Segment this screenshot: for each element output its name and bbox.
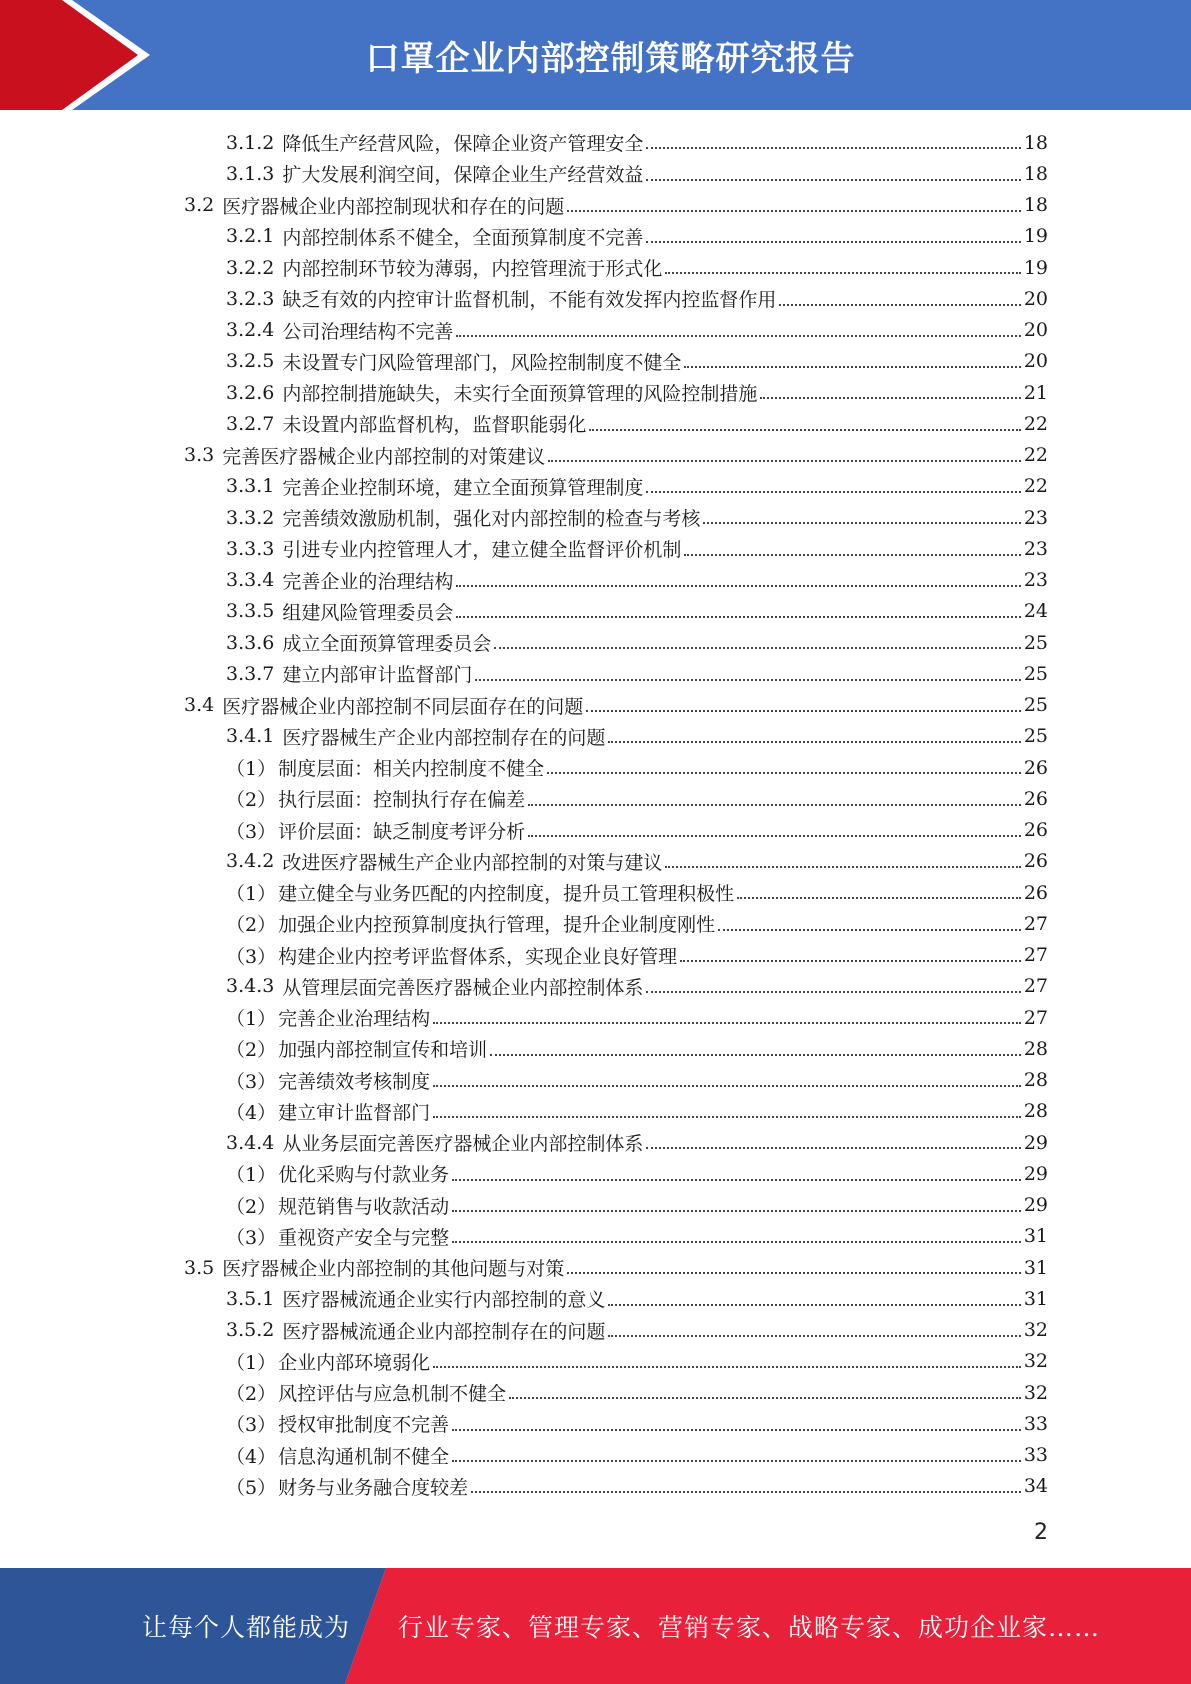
toc-entry-number: 3.2	[184, 194, 215, 217]
toc-dot-leader	[760, 378, 1020, 399]
toc-entry-title: 组建风险管理委员会	[282, 601, 454, 624]
toc-entry-page: 20	[1023, 287, 1048, 310]
toc-entry[interactable]	[184, 940, 1048, 971]
toc-entry-number: 3.5	[184, 1256, 215, 1279]
toc-entry-title: 企业内部环境弱化	[278, 1351, 431, 1374]
toc-entry-page: 22	[1023, 444, 1048, 467]
toc-entry[interactable]	[184, 440, 1048, 471]
toc-entry-title: 降低生产经营风险，保障企业资产管理安全	[282, 133, 644, 156]
toc-entry-number: 3.3.1	[226, 475, 275, 498]
toc-entry-page: 26	[1023, 756, 1048, 779]
toc-entry-page: 32	[1023, 1381, 1048, 1404]
toc-entry-number: （5）	[226, 1476, 277, 1499]
toc-entry-title: 建立内部审计监督部门	[282, 664, 473, 687]
toc-dot-leader	[509, 1378, 1021, 1399]
toc-entry-page: 23	[1023, 506, 1048, 529]
toc-entry-title: 扩大发展利润空间，保障企业生产经营效益	[282, 164, 644, 187]
toc-entry-page: 25	[1023, 631, 1048, 654]
toc-entry[interactable]	[184, 815, 1048, 846]
toc-entry[interactable]	[184, 1440, 1048, 1471]
toc-dot-leader	[665, 253, 1020, 274]
toc-entry[interactable]	[184, 1315, 1048, 1346]
toc-entry[interactable]	[184, 596, 1048, 627]
toc-entry-number: 3.2.1	[226, 225, 275, 248]
toc-dot-leader	[456, 316, 1020, 337]
toc-dot-leader	[646, 1128, 1020, 1149]
toc-entry[interactable]	[184, 1252, 1048, 1283]
toc-entry-page: 19	[1023, 256, 1048, 279]
page-header	[0, 0, 1191, 110]
toc-entry[interactable]	[184, 283, 1048, 314]
toc-entry-number: （1）	[226, 1351, 277, 1374]
toc-entry-number: （2）	[226, 1039, 277, 1062]
toc-entry-number: （3）	[226, 945, 277, 968]
toc-entry-number: 3.4.2	[226, 850, 275, 873]
toc-entry-title: 从管理层面完善医疗器械企业内部控制体系	[282, 976, 644, 999]
toc-dot-leader	[548, 441, 1021, 462]
toc-entry[interactable]	[184, 1283, 1048, 1314]
toc-entry-title: 完善医疗器械企业内部控制的对策建议	[222, 445, 546, 468]
page-number: 2	[1034, 1520, 1048, 1545]
toc-entry-number: （4）	[226, 1445, 277, 1468]
toc-entry-page: 23	[1023, 569, 1048, 592]
toc-entry-page: 34	[1023, 1475, 1048, 1498]
toc-entry-number: 3.3.5	[226, 600, 275, 623]
toc-entry-number: 3.4.1	[226, 725, 275, 748]
toc-entry-page: 29	[1023, 1194, 1048, 1217]
toc-entry-number: （3）	[226, 820, 277, 843]
toc-entry-number: （1）	[226, 883, 277, 906]
toc-entry[interactable]	[184, 1158, 1048, 1189]
toc-dot-leader	[608, 1285, 1020, 1306]
toc-entry-page: 32	[1023, 1350, 1048, 1373]
toc-entry[interactable]	[184, 1002, 1048, 1033]
toc-dot-leader	[452, 1410, 1021, 1431]
toc-entry-page: 22	[1023, 412, 1048, 435]
toc-entry-number: （2）	[226, 789, 277, 812]
toc-entry-title: 规范销售与收款活动	[278, 1195, 450, 1218]
toc-entry-number: （2）	[226, 1383, 277, 1406]
toc-entry-number: 3.2.5	[226, 350, 275, 373]
toc-entry-page: 31	[1023, 1287, 1048, 1310]
toc-entry[interactable]	[184, 783, 1048, 814]
toc-entry-title: 完善绩效激励机制，强化对内部控制的检查与考核	[282, 508, 701, 531]
toc-entry-title: 引进专业内控管理人才，建立健全监督评价机制	[282, 539, 682, 562]
toc-dot-leader	[452, 1441, 1021, 1462]
toc-entry-number: （1）	[226, 758, 277, 781]
toc-entry-title: 完善企业治理结构	[278, 1008, 431, 1031]
toc-dot-leader	[528, 785, 1021, 806]
toc-entry[interactable]	[184, 877, 1048, 908]
toc-dot-leader	[567, 191, 1021, 212]
toc-entry-title: 医疗器械生产企业内部控制存在的问题	[282, 726, 606, 749]
toc-entry-page: 18	[1023, 131, 1048, 154]
toc-entry-title: 授权审批制度不完善	[278, 1414, 450, 1437]
toc-entry-page: 28	[1023, 1069, 1048, 1092]
toc-entry-page: 31	[1023, 1225, 1048, 1248]
toc-entry-title: 医疗器械企业内部控制现状和存在的问题	[222, 195, 565, 218]
toc-entry-number: 3.5.2	[226, 1319, 275, 1342]
footer-left-slogan: 让每个人都能成为	[142, 1613, 351, 1642]
toc-entry[interactable]	[184, 346, 1048, 377]
toc-entry-number: 3.2.7	[226, 412, 275, 435]
toc-entry-page: 21	[1023, 381, 1048, 404]
toc-dot-leader	[646, 128, 1020, 149]
toc-entry-title: 公司治理结构不完善	[282, 320, 454, 343]
toc-entry-page: 27	[1023, 1006, 1048, 1029]
toc-entry-title: 财务与业务融合度较差	[278, 1476, 469, 1499]
toc-dot-leader	[567, 1253, 1021, 1274]
toc-entry-page: 20	[1023, 350, 1048, 373]
toc-entry-title: 医疗器械企业内部控制的其他问题与对策	[222, 1258, 565, 1281]
toc-dot-leader	[586, 691, 1021, 712]
page-title: 口罩企业内部控制策略研究报告	[365, 38, 856, 79]
toc-dot-leader	[547, 753, 1021, 774]
toc-entry-page: 33	[1023, 1412, 1048, 1435]
toc-entry[interactable]	[184, 752, 1048, 783]
toc-entry-number: 3.1.3	[226, 162, 275, 185]
toc-entry[interactable]	[184, 190, 1048, 221]
toc-entry-page: 26	[1023, 850, 1048, 873]
toc-dot-leader	[433, 1097, 1021, 1118]
toc-dot-leader	[456, 566, 1020, 587]
toc-entry-title: 医疗器械流通企业内部控制存在的问题	[282, 1320, 606, 1343]
toc-entry-page: 18	[1023, 162, 1048, 185]
toc-entry-title: 从业务层面完善医疗器械企业内部控制体系	[282, 1133, 644, 1156]
toc-dot-leader	[779, 285, 1020, 306]
toc-entry-number: 3.3.2	[226, 506, 275, 529]
toc-entry-number: 3.3.7	[226, 662, 275, 685]
toc-entry-number: （3）	[226, 1226, 277, 1249]
toc-entry-number: 3.4	[184, 694, 215, 717]
toc-entry-page: 27	[1023, 975, 1048, 998]
toc-dot-leader	[452, 1222, 1021, 1243]
toc-entry-title: 未设置内部监督机构，监督职能弱化	[282, 414, 587, 437]
toc-dot-leader	[433, 1347, 1021, 1368]
toc-entry-number: 3.2.2	[226, 256, 275, 279]
toc-entry[interactable]	[184, 377, 1048, 408]
toc-entry-page: 31	[1023, 1256, 1048, 1279]
toc-entry-number: 3.3.6	[226, 631, 275, 654]
toc-dot-leader	[737, 878, 1021, 899]
toc-entry[interactable]	[184, 221, 1048, 252]
toc-entry-number: （2）	[226, 1195, 277, 1218]
toc-entry-title: 医疗器械流通企业实行内部控制的意义	[282, 1289, 606, 1312]
toc-entry-page: 27	[1023, 912, 1048, 935]
toc-entry-title: 加强内部控制宣传和培训	[278, 1039, 488, 1062]
toc-entry-title: 信息沟通机制不健全	[278, 1445, 450, 1468]
toc-entry[interactable]	[184, 908, 1048, 939]
toc-entry-title: 未设置专门风险管理部门，风险控制制度不健全	[282, 351, 682, 374]
toc-entry[interactable]	[184, 471, 1048, 502]
toc-entry-title: 重视资产安全与完整	[278, 1226, 450, 1249]
toc-dot-leader	[608, 1316, 1020, 1337]
toc-entry-page: 18	[1023, 194, 1048, 217]
toc-entry-page: 33	[1023, 1444, 1048, 1467]
toc-dot-leader	[684, 535, 1020, 556]
toc-entry-page: 26	[1023, 881, 1048, 904]
toc-dot-leader	[528, 816, 1021, 837]
toc-dot-leader	[680, 941, 1021, 962]
toc-entry[interactable]	[184, 658, 1048, 689]
toc-entry-title: 建立健全与业务匹配的内控制度，提升员工管理积极性	[278, 883, 735, 906]
toc-dot-leader	[646, 972, 1020, 993]
toc-entry[interactable]	[184, 1065, 1048, 1096]
toc-entry-number: （1）	[226, 1008, 277, 1031]
toc-entry-title: 内部控制措施缺失，未实行全面预算管理的风险控制措施	[282, 383, 758, 406]
toc-entry-number: 3.4.4	[226, 1131, 275, 1154]
toc-entry-number: （2）	[226, 914, 277, 937]
toc-entry-title: 改进医疗器械生产企业内部控制的对策与建议	[282, 851, 663, 874]
toc-entry[interactable]	[184, 502, 1048, 533]
toc-entry-title: 完善企业的治理结构	[282, 570, 454, 593]
toc-entry-title: 缺乏有效的内控审计监督机制，不能有效发挥内控监督作用	[282, 289, 777, 312]
toc-dot-leader	[490, 1035, 1021, 1056]
toc-entry[interactable]	[184, 533, 1048, 564]
toc-entry-page: 28	[1023, 1037, 1048, 1060]
toc-dot-leader	[646, 160, 1020, 181]
toc-entry-number: 3.2.3	[226, 287, 275, 310]
toc-entry[interactable]	[184, 315, 1048, 346]
toc-entry[interactable]	[184, 627, 1048, 658]
toc-entry-title: 优化采购与付款业务	[278, 1164, 450, 1187]
toc-entry-number: 3.5.1	[226, 1287, 275, 1310]
toc-dot-leader	[665, 847, 1020, 868]
toc-entry-title: 构建企业内控考评监督体系，实现企业良好管理	[278, 945, 678, 968]
toc-dot-leader	[494, 628, 1020, 649]
toc-entry-page: 26	[1023, 819, 1048, 842]
toc-dot-leader	[589, 410, 1020, 431]
toc-entry[interactable]	[184, 971, 1048, 1002]
toc-entry-page: 20	[1023, 319, 1048, 342]
toc-entry-number: 3.3	[184, 444, 215, 467]
toc-dot-leader	[684, 347, 1020, 368]
toc-entry-number: 3.1.2	[226, 131, 275, 154]
toc-entry[interactable]	[184, 1096, 1048, 1127]
toc-entry-title: 成立全面预算管理委员会	[282, 633, 492, 656]
toc-entry-number: 3.2.4	[226, 319, 275, 342]
toc-entry[interactable]	[184, 1221, 1048, 1252]
toc-entry[interactable]	[184, 158, 1048, 189]
toc-entry[interactable]	[184, 690, 1048, 721]
toc-entry-title: 完善绩效考核制度	[278, 1070, 431, 1093]
toc-dot-leader	[452, 1160, 1021, 1181]
toc-entry-title: 加强企业内控预算制度执行管理，提升企业制度刚性	[278, 914, 716, 937]
toc-entry-number: 3.3.4	[226, 569, 275, 592]
toc-entry-page: 23	[1023, 537, 1048, 560]
toc-entry-page: 25	[1023, 694, 1048, 717]
toc-entry[interactable]	[184, 1408, 1048, 1439]
toc-entry-number: （3）	[226, 1070, 277, 1093]
toc-entry-page: 25	[1023, 662, 1048, 685]
toc-entry[interactable]	[184, 721, 1048, 752]
toc-entry-title: 执行层面：控制执行存在偏差	[278, 789, 526, 812]
toc-entry-page: 19	[1023, 225, 1048, 248]
toc-dot-leader	[433, 1003, 1021, 1024]
toc-entry-title: 建立审计监督部门	[278, 1101, 431, 1124]
toc-entry-number: （3）	[226, 1414, 277, 1437]
toc-entry[interactable]	[184, 252, 1048, 283]
table-of-contents	[184, 127, 1048, 1502]
toc-entry-title: 完善企业控制环境，建立全面预算管理制度	[282, 476, 644, 499]
page-footer	[0, 1568, 1191, 1684]
toc-entry[interactable]	[184, 1190, 1048, 1221]
toc-entry[interactable]	[184, 1471, 1048, 1502]
toc-entry[interactable]	[184, 565, 1048, 596]
toc-entry[interactable]	[184, 1346, 1048, 1377]
toc-dot-leader	[452, 1191, 1021, 1212]
toc-dot-leader	[471, 1472, 1021, 1493]
toc-entry-page: 24	[1023, 600, 1048, 623]
toc-entry-page: 29	[1023, 1162, 1048, 1185]
toc-dot-leader	[456, 597, 1020, 618]
toc-entry[interactable]	[184, 1033, 1048, 1064]
toc-entry[interactable]	[184, 408, 1048, 439]
toc-entry-page: 29	[1023, 1131, 1048, 1154]
toc-entry-page: 26	[1023, 787, 1048, 810]
toc-entry[interactable]	[184, 846, 1048, 877]
toc-dot-leader	[646, 222, 1020, 243]
toc-entry-number: 3.2.6	[226, 381, 275, 404]
toc-entry-number: （4）	[226, 1101, 277, 1124]
toc-entry-title: 内部控制体系不健全，全面预算制度不完善	[282, 226, 644, 249]
toc-entry-page: 27	[1023, 944, 1048, 967]
toc-dot-leader	[475, 660, 1020, 681]
toc-entry-title: 制度层面：相关内控制度不健全	[278, 758, 545, 781]
toc-dot-leader	[703, 503, 1020, 524]
toc-entry-page: 28	[1023, 1100, 1048, 1123]
toc-entry-title: 医疗器械企业内部控制不同层面存在的问题	[222, 695, 584, 718]
toc-dot-leader	[433, 1066, 1021, 1087]
toc-entry-number: 3.3.3	[226, 537, 275, 560]
toc-dot-leader	[608, 722, 1020, 743]
toc-entry-title: 评价层面：缺乏制度考评分析	[278, 820, 526, 843]
toc-entry-page: 25	[1023, 725, 1048, 748]
footer-right-slogan: 行业专家、管理专家、营销专家、战略专家、成功企业家……	[398, 1613, 1101, 1642]
toc-entry-number: 3.4.3	[226, 975, 275, 998]
toc-dot-leader	[646, 472, 1020, 493]
toc-entry[interactable]	[184, 127, 1048, 158]
toc-entry-page: 22	[1023, 475, 1048, 498]
toc-entry-page: 32	[1023, 1319, 1048, 1342]
toc-entry-title: 内部控制环节较为薄弱，内控管理流于形式化	[282, 258, 663, 281]
toc-entry[interactable]	[184, 1377, 1048, 1408]
toc-entry[interactable]	[184, 1127, 1048, 1158]
toc-entry-title: 风控评估与应急机制不健全	[278, 1383, 507, 1406]
toc-dot-leader	[718, 910, 1021, 931]
toc-entry-number: （1）	[226, 1164, 277, 1187]
